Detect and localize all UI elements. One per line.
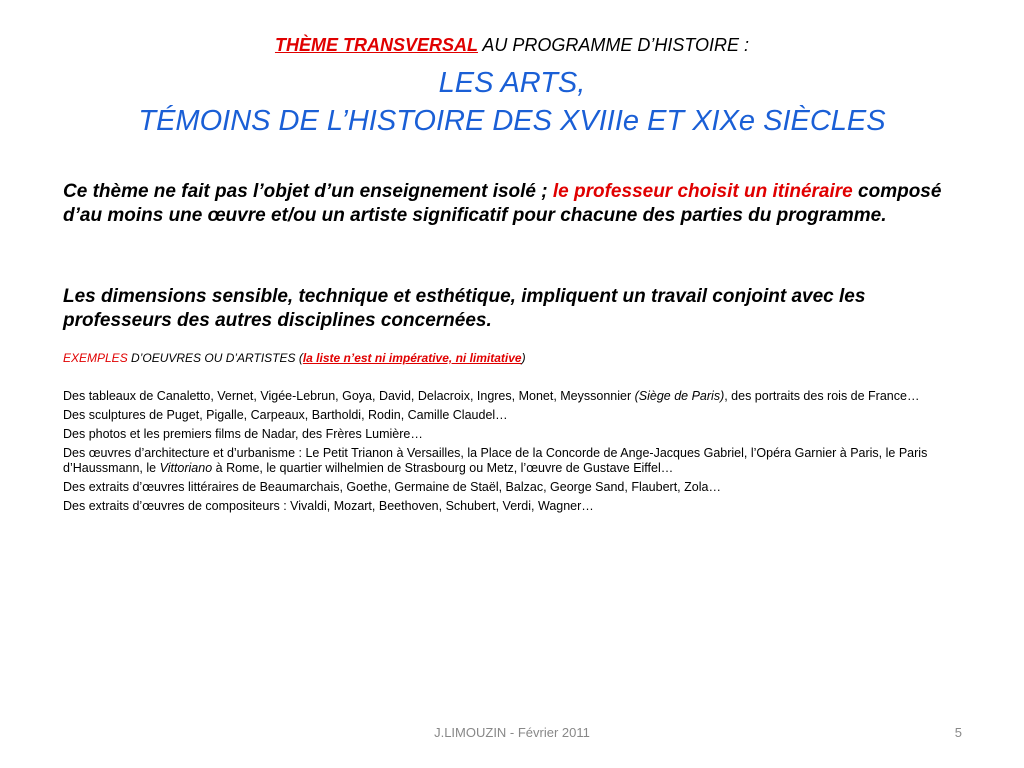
example-text: Des tableaux de Canaletto, Vernet, Vigée-Lebrun, Goya, David, Delacroix, Ingres, Monet, Meyssonnier [63,389,635,403]
title-line-3: TÉMOINS DE L’HISTOIRE DES XVIIIe ET XIXe SIÈCLES [138,105,886,137]
example-text: Des œuvres d’architecture et d’urbanisme : Le Petit Trianon à Versailles, la Place de la Concorde de Ange-Jacques Gabriel, l’Opéra Garnier à Paris, le Paris d’Haussmann, le [63,446,928,475]
paragraph-dimensions: Les dimensions sensible, technique et esthétique, impliquent un travail conjoint avec les professeurs des autres disciplines concernées. [63,286,866,331]
title-accent: THÈME TRANSVERSAL [274,35,478,55]
example-item: Des extraits d’œuvres de compositeurs : Vivaldi, Mozart, Beethoven, Schubert, Verdi, Wagner… [63,499,594,513]
example-item: Des sculptures de Puget, Pigalle, Carpeaux, Bartholdi, Rodin, Camille Claudel… [63,408,508,422]
para1-text2: composé d’au moins une œuvre et/ou un artiste significatif pour chacune des parties du programme. [63,181,942,226]
paragraph-theme [63,180,963,228]
examples-heading-emph: la liste n’est ni impérative, ni limitative [302,351,522,365]
example-item [63,446,993,476]
para1-text1: Ce thème ne fait pas l’objet d’un enseignement isolé ; [63,181,553,202]
example-item: Des extraits d’œuvres littéraires de Beaumarchais, Goethe, Germaine de Staël, Balzac, George Sand, Flaubert, Zola… [63,480,721,494]
examples-heading [63,351,526,365]
para1-highlight: le professeur choisit un itinéraire [552,181,853,202]
title-line-2: LES ARTS, [438,67,586,99]
title-rest: AU PROGRAMME D’HISTOIRE : [477,35,750,55]
examples-list [63,389,993,518]
footer-author-date: J.LIMOUZIN - Février 2011 [434,725,590,740]
examples-heading-red: EXEMPLES [63,351,128,365]
example-text: , des portraits des rois de France… [724,389,920,403]
example-italic: (Siège de Paris) [634,389,725,403]
example-item: Des photos et les premiers films de Nadar, des Frères Lumière… [63,427,423,441]
example-italic: Vittoriano [159,461,213,475]
examples-heading-close: ) [521,351,526,365]
examples-heading-black: D’OEUVRES OU D’ARTISTES ( [127,351,303,365]
page-number: 5 [954,725,962,740]
example-item [63,389,993,404]
example-text: à Rome, le quartier wilhelmien de Strasbourg ou Metz, l’œuvre de Gustave Eiffel… [212,461,674,475]
slide-title [0,32,1024,140]
title-line-1 [0,32,1024,58]
